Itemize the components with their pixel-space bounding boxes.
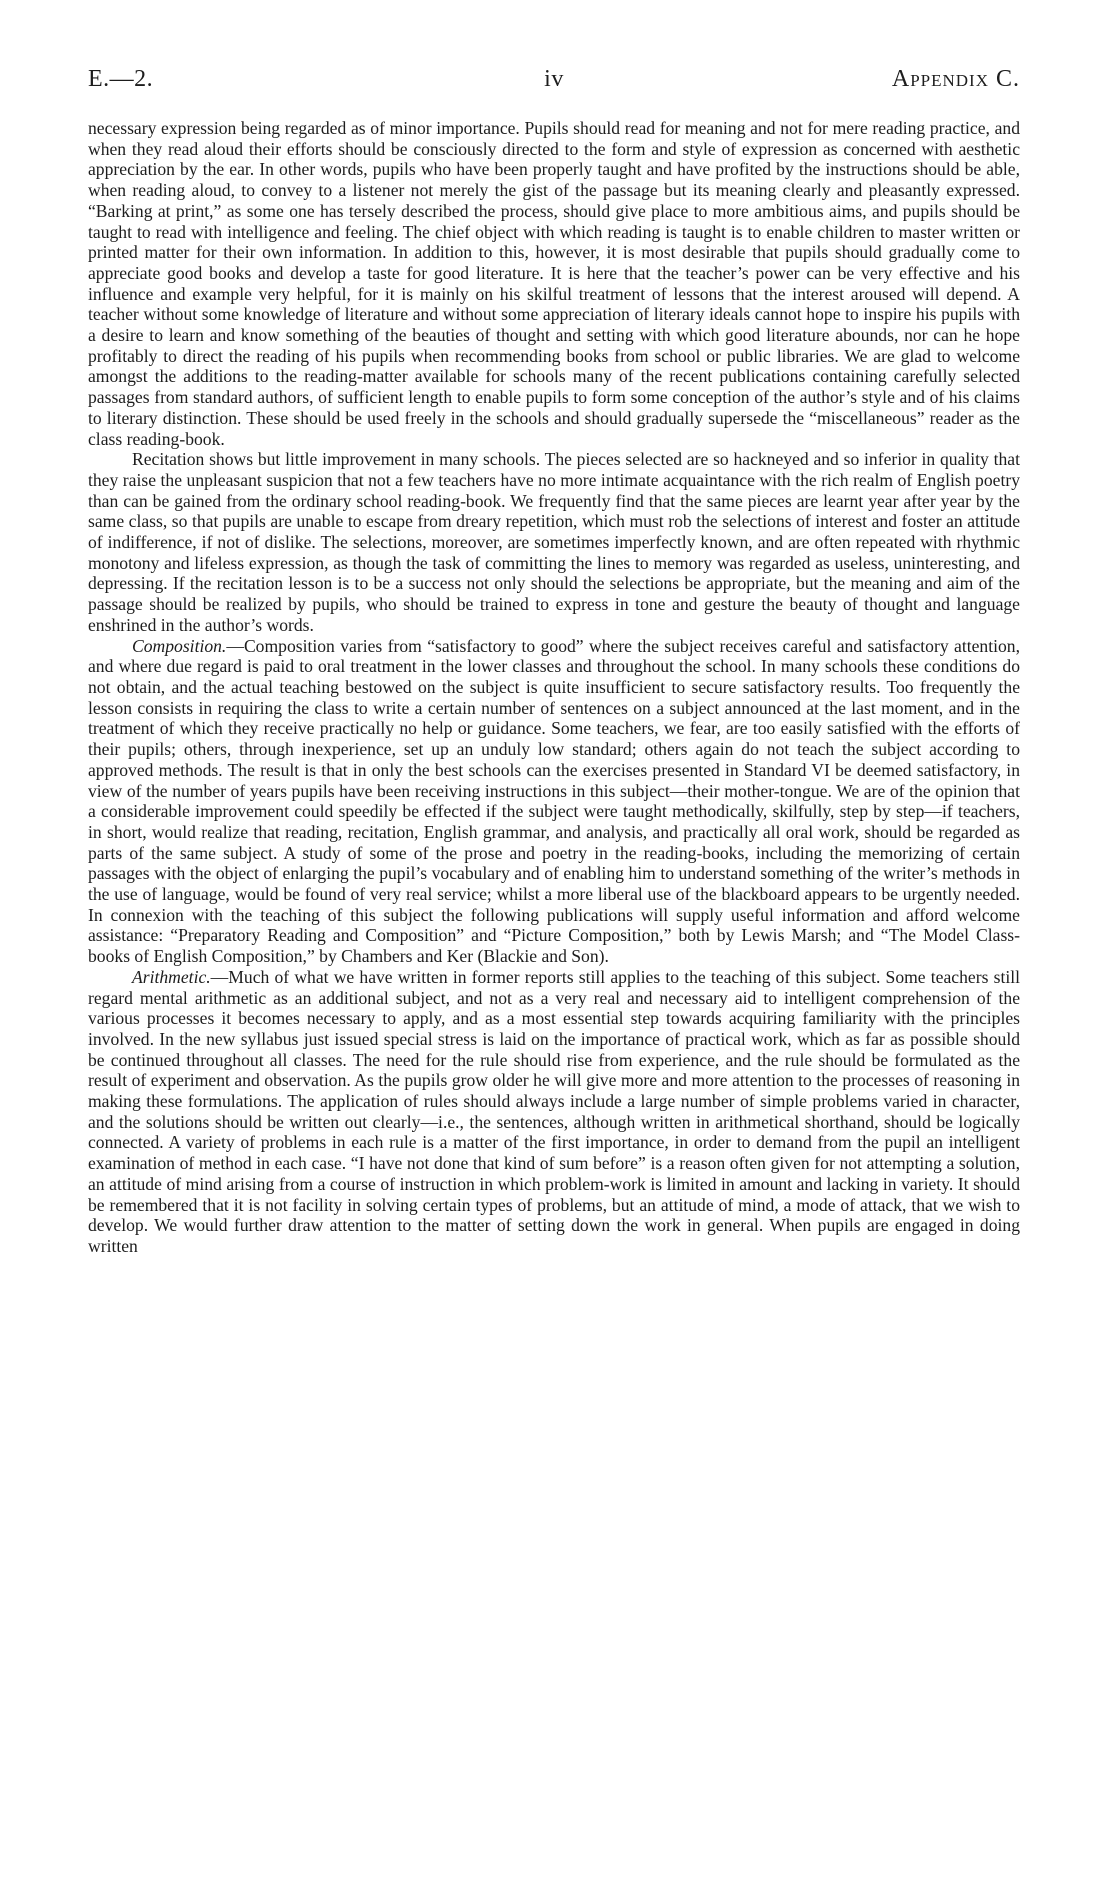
paragraph-reading xyxy=(88,118,1020,449)
paragraph-text: —Much of what we have written in former reports still applies to the teaching of this subject. Some teachers still regard mental arithmetic as an additional subject, and not as a very real and necessary aid to intelligent comprehension of the various processes it becomes necessary to apply, and as a most essential step towards acquiring familiarity with the principles involved. In the new syllabus just issued special stress is laid on the importance of practical work, which as far as possible should be continued throughout all classes. The need for the rule should rise from experience, and the rule should be formulated as the result of experiment and observation. As the pupils grow older he will give more and more attention to the processes of reasoning in making these formulations. The application of rules should always include a large number of simple problems varied in character, and the solutions should be written out clearly—i.e., the sentences, although written in arithmetical shorthand, should be logically connected. A variety of problems in each rule is a matter of the first importance, in order to demand from the pupil an intelligent examination of method in each case. “I have not done that kind of sum before” is a reason often given for not attempting a solution, an attitude of mind arising from a course of instruction in which problem-work is limited in amount and lacking in variety. It should be remembered that it is not facility in solving certain types of problems, but an attitude of mind, a mode of attack, that we wish to develop. We would further draw attention to the matter of setting down the work in general. When pupils are engaged in doing written xyxy=(88,966,1020,1256)
paragraph-text: —Composition varies from “satisfactory to good” where the subject receives careful and satisfactory attention, and where due regard is paid to oral treatment in the lower classes and throughout the school. In many schools these conditions do not obtain, and the actual teaching bestowed on the subject is quite insufficient to secure satisfactory results. Too frequently the lesson consists in requiring the class to write a certain number of sentences on a subject announced at the last moment, and in the treatment of which they receive practically no help or guidance. Some teachers, we fear, are too easily satisfied with the efforts of their pupils; others, through inexperience, set up an unduly low standard; others again do not teach the subject according to approved methods. The result is that in only the best schools can the exercises presented in Standard VI be deemed satisfactory, in view of the number of years pupils have been receiving instructions in this subject—their mother-tongue. We are of the opinion that a considerable improvement could speedily be effected if the subject were taught methodically, skilfully, step by step—if teachers, in short, would realize that reading, recitation, English grammar, and analysis, and practically all oral work, should be regarded as parts of the same subject. A study of some of the prose and poetry in the reading-books, including the memorizing of certain passages with the object of enlarging the pupil’s vocabulary and of enabling him to understand something of the writer’s methods in the use of language, would be found of very real service; whilst a more liberal use of the blackboard appears to be urgently needed. In connexion with the teaching of this subject the following publications will supply useful information and afford welcome assistance: “Preparatory Reading and Composition” and “Picture Composition,” both by Lewis Marsh; and “The Model Class-books of English Composition,” by Chambers and Ker (Blackie and Son). xyxy=(88,635,1020,967)
paragraph-recitation xyxy=(88,449,1020,635)
paragraph-text: necessary expression being regarded as of minor importance. Pupils should read for meaning and not for mere reading practice, and when they read aloud their efforts should be consciously directed to the form and style of expression as concerned with aesthetic appreciation by the ear. In other words, pupils who have been properly taught and have profited by the instructions should be able, when reading aloud, to convey to a listener not merely the gist of the passage but its meaning clearly and pleasantly expressed. “Barking at print,” as some one has tersely described the process, should give place to more ambitious aims, and pupils should be taught to read with intelligence and feeling. The chief object with which reading is taught is to enable children to master written or printed matter for their own information. In addition to this, however, it is most desirable that pupils should gradually come to appreciate good books and develop a taste for good literature. It is here that the teacher’s power can be very effective and his influence and example very helpful, for it is mainly on his skilful treatment of lessons that the interest aroused will depend. A teacher without some knowledge of literature and without some appreciation of literary ideals cannot hope to inspire his pupils with a desire to learn and know something of the beauties of thought and setting with which good literature abounds, nor can he hope profitably to direct the reading of his pupils when recommending books from school or public libraries. We are glad to welcome amongst the additions to the reading-matter available for schools many of the recent publications containing carefully selected passages from standard authors, of sufficient length to enable pupils to form some conception of the author’s style and of his claims to literary distinction. These should be used freely in the schools and should gradually supersede the “miscellaneous” reader as the class reading-book. xyxy=(88,118,1020,449)
page-number: iv xyxy=(544,66,564,92)
paragraph-arithmetic xyxy=(88,967,1020,1257)
header-appendix: Appendix C. xyxy=(891,66,1020,92)
paragraph-text: Recitation shows but little improvement in many schools. The pieces selected are so hackneyed and so inferior in quality that they raise the unpleasant suspicion that not a few teachers have no more intimate acquaintance with the rich realm of English poetry than can be gained from the ordinary school reading-book. We frequently find that the same pieces are learnt year after year by the same class, so that pupils are unable to escape from dreary repetition, which must rob the selections of interest and foster an attitude of indifference, if not of dislike. The selections, moreover, are sometimes imperfectly known, and are often repeated with rhythmic monotony and lifeless expression, as though the task of committing the lines to memory was regarded as useless, uninteresting, and depressing. If the recitation lesson is to be a success not only should the selections be appropriate, but the meaning and aim of the passage should be realized by pupils, who should be trained to express in tone and gesture the beauty of thought and language enshrined in the author’s words. xyxy=(88,449,1020,635)
section-heading-composition: Composition. xyxy=(132,635,227,656)
header-reference: E.—2. xyxy=(88,66,154,92)
section-heading-arithmetic: Arithmetic. xyxy=(132,966,211,987)
body-text xyxy=(88,118,1020,1257)
paragraph-composition xyxy=(88,636,1020,967)
page-header xyxy=(88,66,1020,100)
